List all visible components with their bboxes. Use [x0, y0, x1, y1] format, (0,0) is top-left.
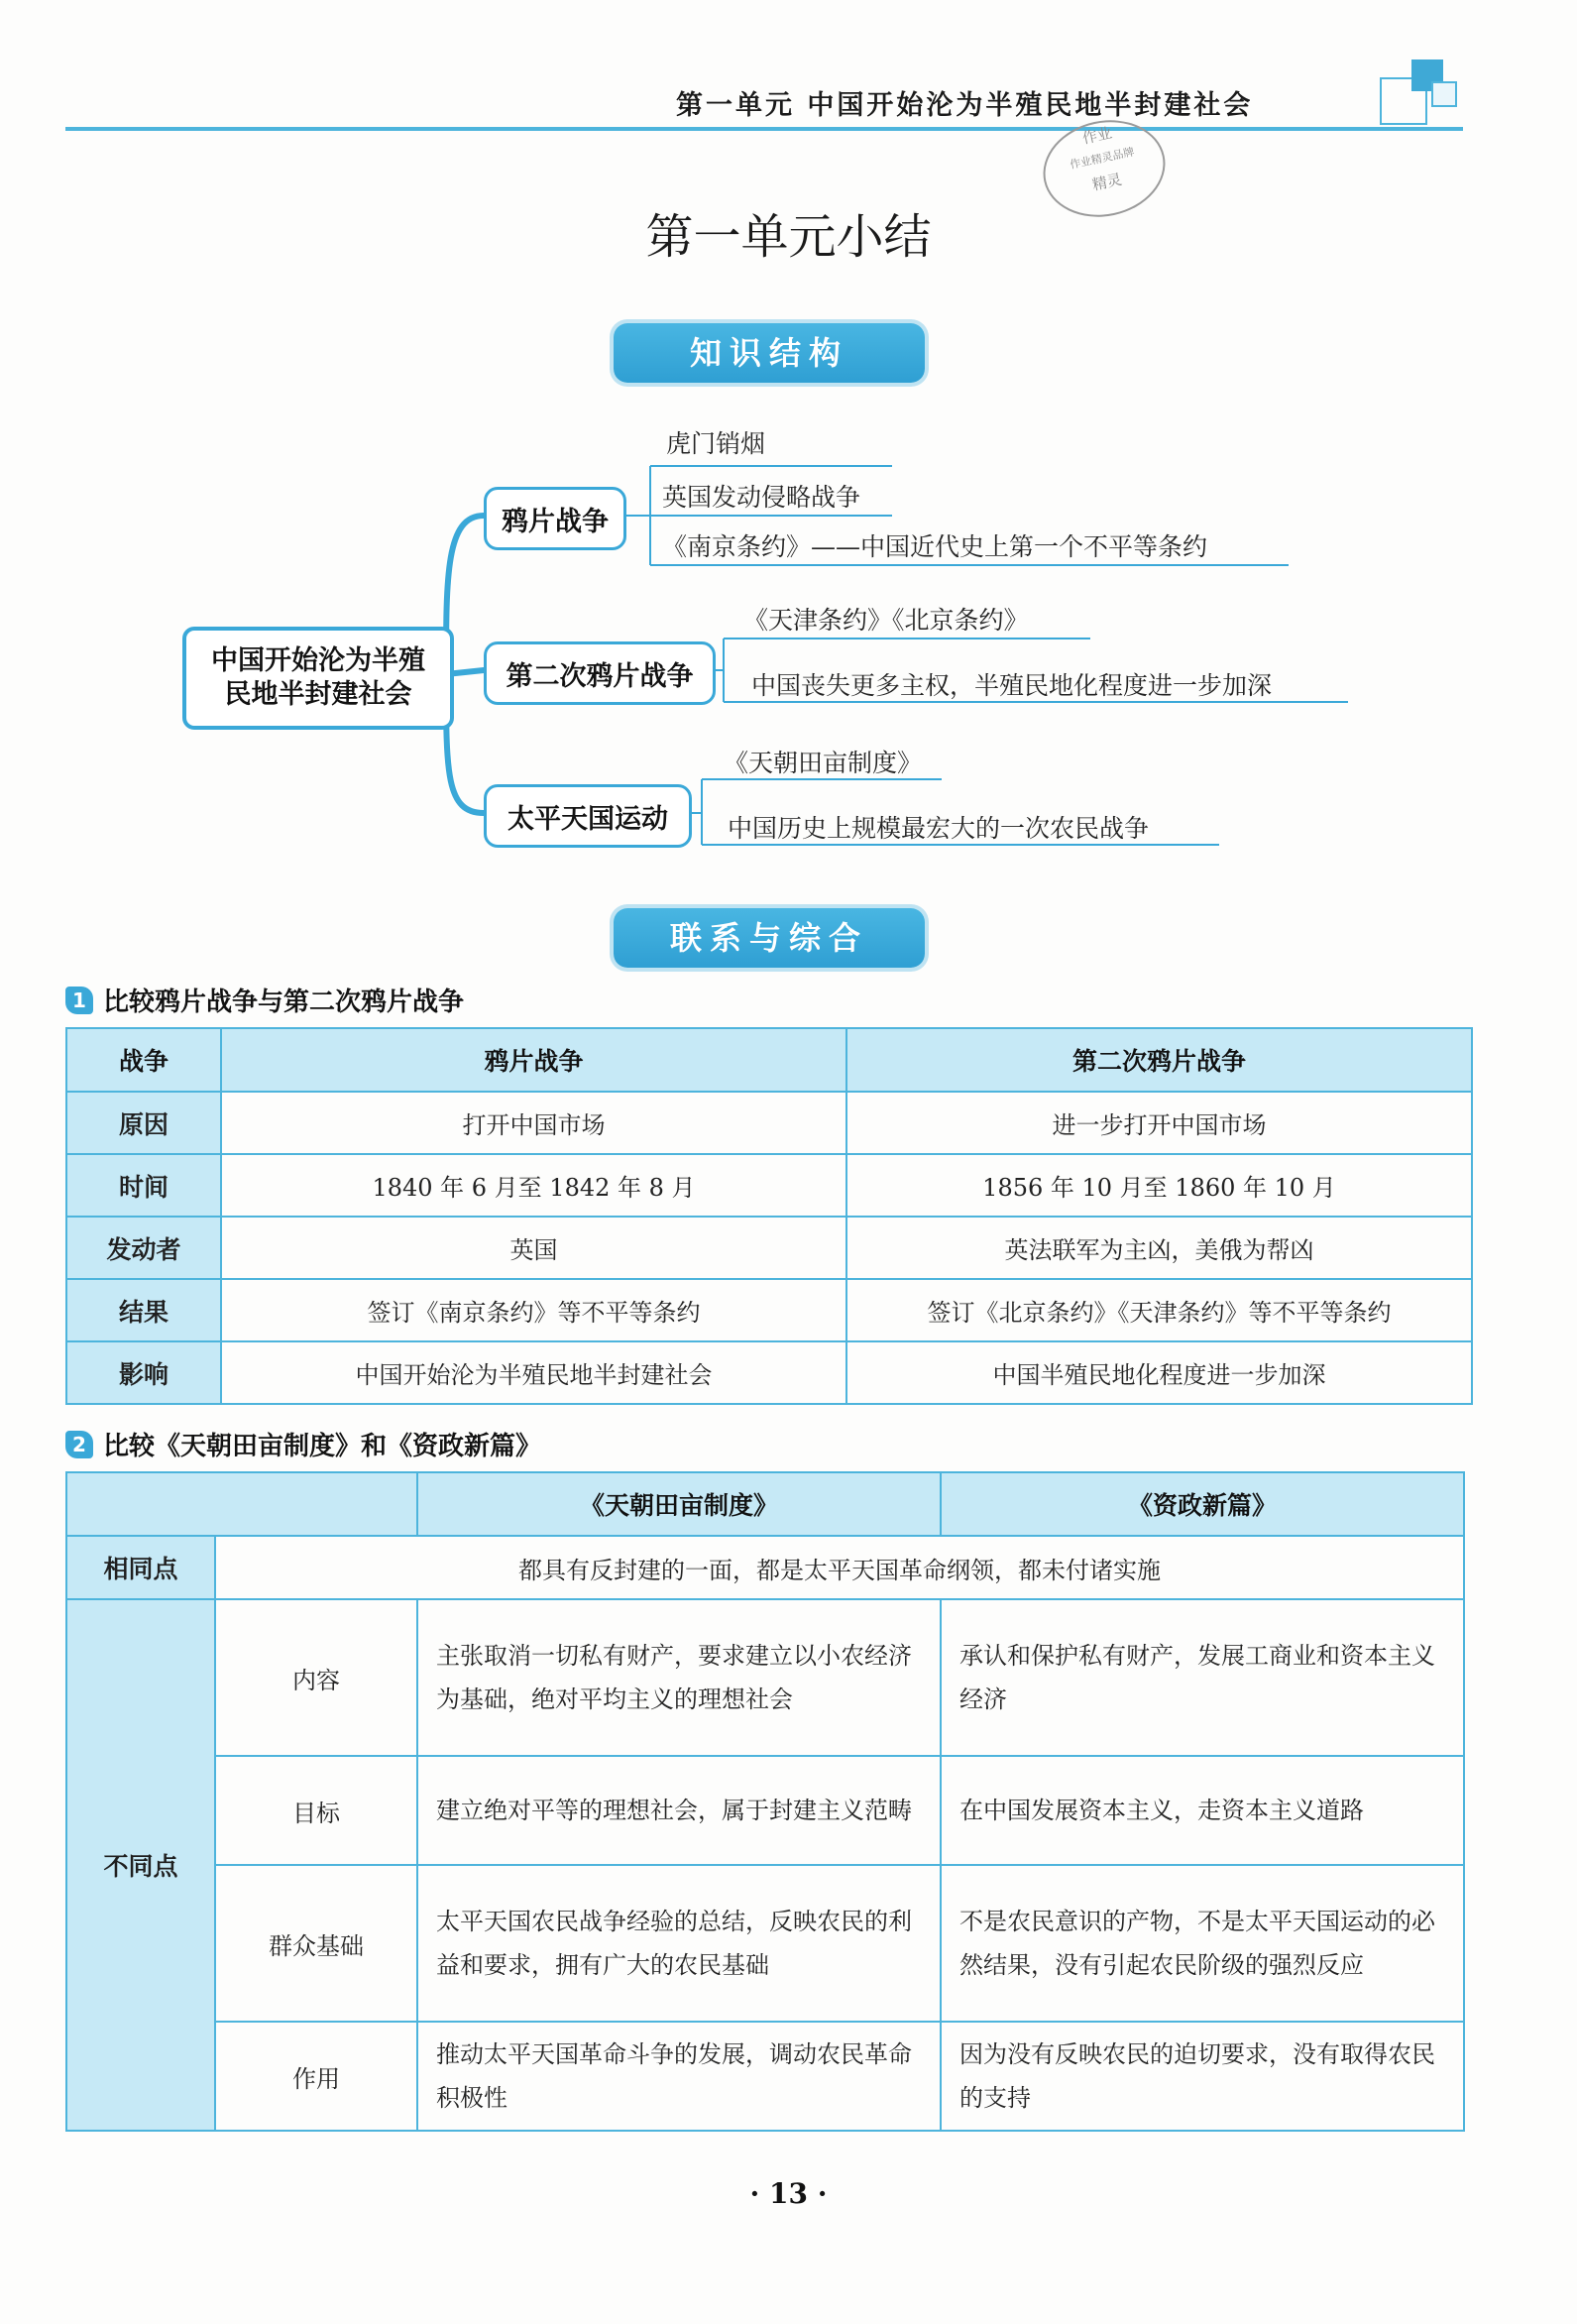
table-row: [66, 1154, 1472, 1217]
page-title: 第一单元小结: [645, 209, 932, 265]
table-cell: 英国: [221, 1217, 846, 1279]
table-cell: 在中国发展资本主义，走资本主义道路: [941, 1756, 1464, 1865]
number-badge: 2: [65, 1431, 93, 1458]
mindmap-branch-opium-war: 鸦片战争: [484, 487, 626, 550]
mindmap-leaf: 《天朝田亩制度》: [724, 749, 923, 777]
row-header-diff: 不同点: [66, 1599, 215, 2131]
row-header-same: 相同点: [66, 1536, 215, 1599]
section-banner-knowledge: 知识结构: [614, 323, 925, 383]
table-row: [66, 1536, 1464, 1599]
table-row: [66, 1279, 1472, 1341]
table-cell: 太平天国农民战争经验的总结，反映农民的利益和要求，拥有广大的农民基础: [417, 1865, 941, 2022]
row-header: 时间: [66, 1154, 221, 1217]
table-header: 鸦片战争: [221, 1028, 846, 1092]
compare1-heading: [65, 982, 464, 1018]
compare1-table: [65, 1027, 1473, 1405]
table-row: [66, 1092, 1472, 1154]
table-header: 第二次鸦片战争: [846, 1028, 1472, 1092]
table-cell: 建立绝对平等的理想社会，属于封建主义范畴: [417, 1756, 941, 1865]
sub-header: 内容: [215, 1599, 417, 1756]
table-row: [66, 1865, 1464, 2022]
mindmap-leaf: 英国发动侵略战争: [662, 483, 861, 512]
mindmap-branch-second-opium-war: 第二次鸦片战争: [484, 641, 716, 705]
table-cell: 中国开始沦为半殖民地半封建社会: [221, 1341, 846, 1404]
table-cell: 1840 年 6 月至 1842 年 8 月: [221, 1154, 846, 1217]
mindmap-leaf: 虎门销烟: [666, 429, 766, 458]
table-cell: 都具有反封建的一面，都是太平天国革命纲领，都未付诸实施: [215, 1536, 1464, 1599]
mindmap-branch-taiping: 太平天国运动: [484, 784, 692, 848]
table-cell: 主张取消一切私有财产，要求建立以小农经济为基础，绝对平均主义的理想社会: [417, 1599, 941, 1756]
table-cell: 签订《南京条约》等不平等条约: [221, 1279, 846, 1341]
table-cell: 因为没有反映农民的迫切要求，没有取得农民的支持: [941, 2022, 1464, 2131]
table-header-row: [66, 1028, 1472, 1092]
mindmap-leaf: 中国丧失更多主权，半殖民地化程度进一步加深: [751, 671, 1273, 700]
table-header: 战争: [66, 1028, 221, 1092]
table-cell: 英法联军为主凶，美俄为帮凶: [846, 1217, 1472, 1279]
table-header: [66, 1472, 417, 1536]
table-row: [66, 1599, 1464, 1756]
table-row: [66, 1341, 1472, 1404]
table-cell: 中国半殖民地化程度进一步加深: [846, 1341, 1472, 1404]
sub-header: 目标: [215, 1756, 417, 1865]
compare1-heading-text: 比较鸦片战争与第二次鸦片战争: [103, 988, 465, 1017]
mindmap-leaf: 《天津条约》《北京条约》: [743, 606, 1029, 635]
watermark-stamp: 作业 作业精灵品牌 精灵: [1034, 109, 1174, 228]
table-cell: 不是农民意识的产物，不是太平天国运动的必然结果，没有引起农民阶级的强烈反应: [941, 1865, 1464, 2022]
row-header: 结果: [66, 1279, 221, 1341]
sub-header: 作用: [215, 2022, 417, 2131]
table-cell: 承认和保护私有财产，发展工商业和资本主义经济: [941, 1599, 1464, 1756]
table-cell: 1856 年 10 月至 1860 年 10 月: [846, 1154, 1472, 1217]
compare2-heading: [65, 1426, 541, 1462]
compare2-heading-text: 比较《天朝田亩制度》和《资政新篇》: [103, 1432, 542, 1461]
table-row: [66, 1756, 1464, 1865]
mindmap-leaf: 中国历史上规模最宏大的一次农民战争: [728, 814, 1150, 843]
table-header-row: [66, 1472, 1464, 1536]
sub-header: 群众基础: [215, 1865, 417, 2022]
page-number: · 13 ·: [749, 2177, 828, 2210]
running-header: 第一单元 中国开始沦为半殖民地半封建社会: [676, 90, 1254, 121]
mindmap-root: 中国开始沦为半殖 民地半封建社会: [182, 627, 454, 730]
table-cell: 进一步打开中国市场: [846, 1092, 1472, 1154]
table-row: [66, 2022, 1464, 2131]
table-cell: 打开中国市场: [221, 1092, 846, 1154]
table-row: [66, 1217, 1472, 1279]
mindmap-leaf: 《南京条约》——中国近代史上第一个不平等条约: [662, 532, 1208, 561]
table-cell: 推动太平天国革命斗争的发展，调动农民革命积极性: [417, 2022, 941, 2131]
table-header: 《天朝田亩制度》: [417, 1472, 941, 1536]
row-header: 原因: [66, 1092, 221, 1154]
compare2-table: [65, 1471, 1465, 2132]
row-header: 发动者: [66, 1217, 221, 1279]
number-badge: 1: [65, 987, 93, 1014]
table-cell: 签订《北京条约》《天津条约》等不平等条约: [846, 1279, 1472, 1341]
table-header: 《资政新篇》: [941, 1472, 1464, 1536]
row-header: 影响: [66, 1341, 221, 1404]
section-banner-connection: 联系与综合: [614, 908, 925, 968]
